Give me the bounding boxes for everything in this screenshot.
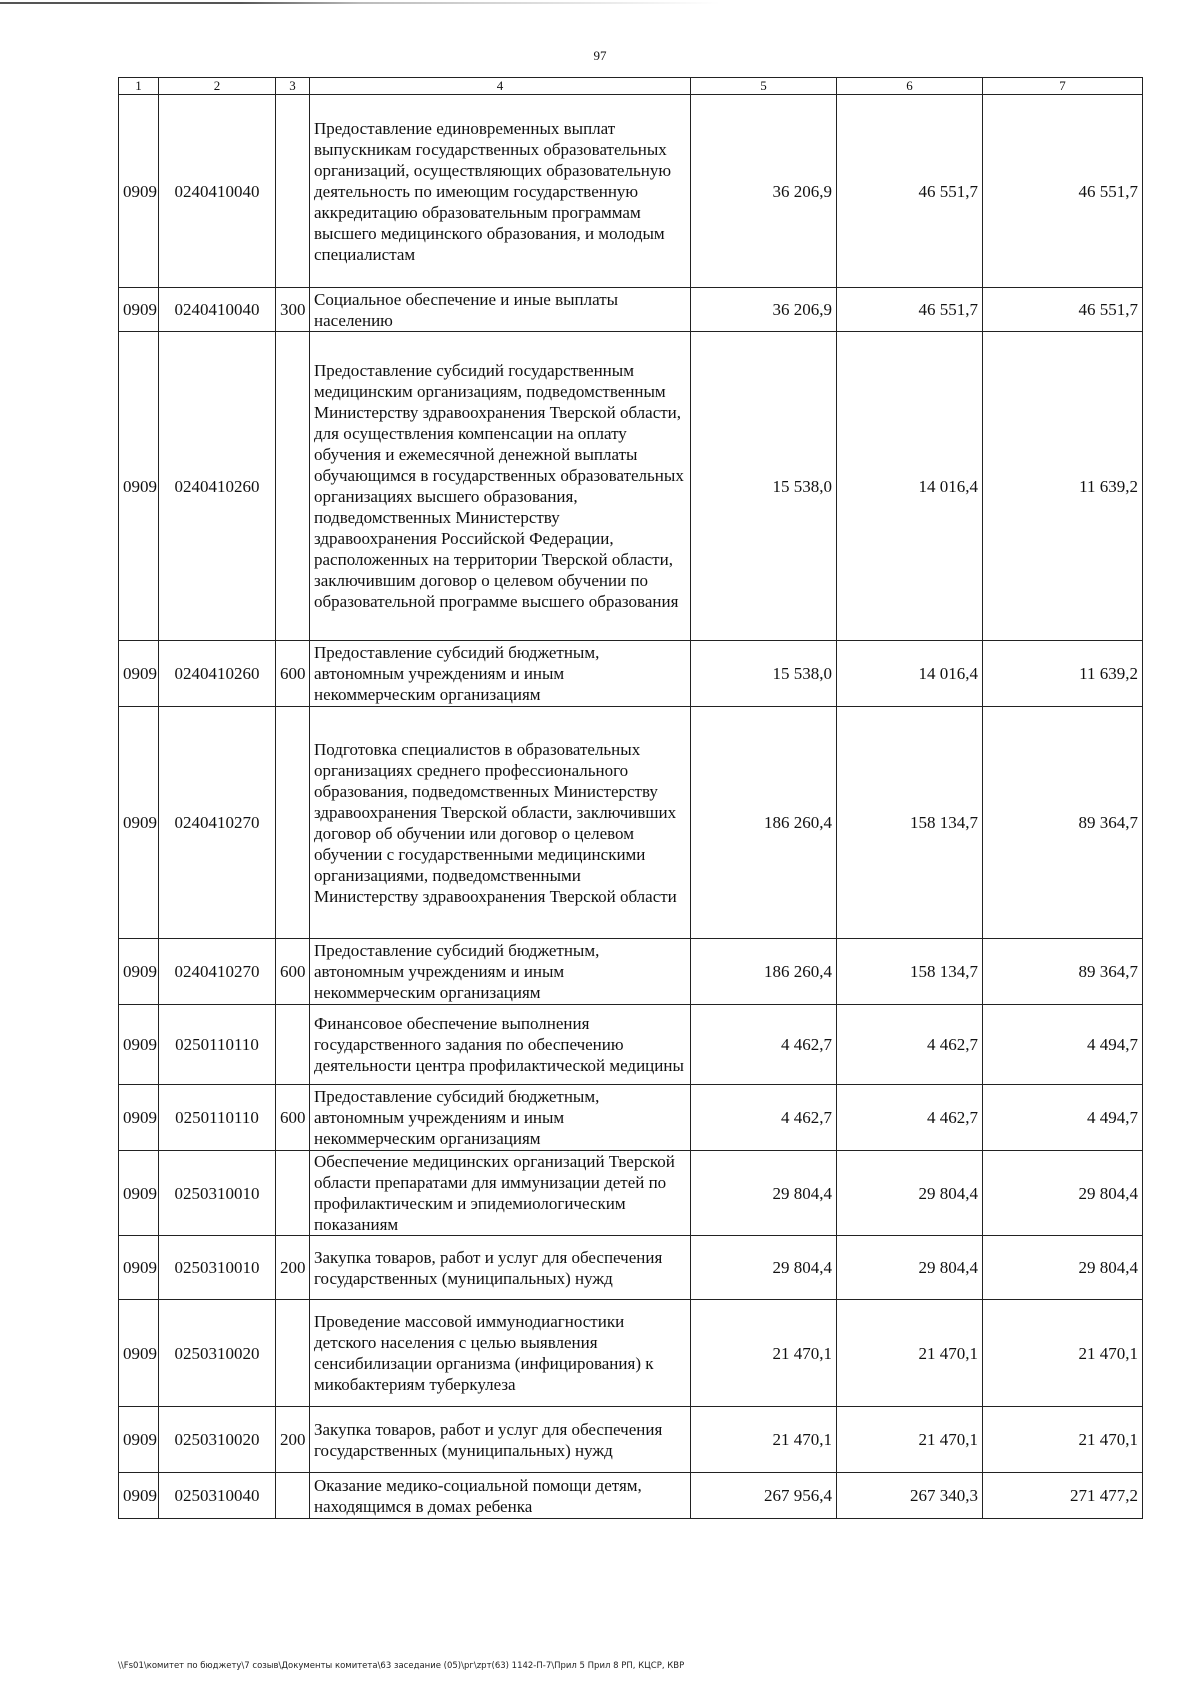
amount-col5-cell: 186 260,4 <box>691 707 837 939</box>
target-article-cell: 0240410270 <box>159 939 276 1005</box>
section-code-cell: 0909 <box>119 1236 159 1300</box>
item-name-cell: Оказание медико-социальной помощи детям, находящимся в домах ребенка <box>310 1473 691 1519</box>
column-header: 7 <box>983 78 1143 95</box>
amount-col5-cell: 21 470,1 <box>691 1300 837 1407</box>
target-article-cell: 0250310020 <box>159 1407 276 1473</box>
table-row <box>119 1473 1143 1519</box>
amount-col6-cell: 46 551,7 <box>837 95 983 288</box>
expense-type-cell <box>276 332 310 641</box>
section-code-cell: 0909 <box>119 1407 159 1473</box>
amount-col7-cell: 46 551,7 <box>983 95 1143 288</box>
section-code-cell: 0909 <box>119 707 159 939</box>
amount-col7-cell: 21 470,1 <box>983 1300 1143 1407</box>
target-article-cell: 0250110110 <box>159 1005 276 1085</box>
amount-col7-cell: 21 470,1 <box>983 1407 1143 1473</box>
target-article-cell: 0250310040 <box>159 1473 276 1519</box>
section-code-cell: 0909 <box>119 1005 159 1085</box>
section-code-cell: 0909 <box>119 1085 159 1151</box>
target-article-cell: 0240410260 <box>159 332 276 641</box>
table-row <box>119 1151 1143 1236</box>
amount-col6-cell: 14 016,4 <box>837 332 983 641</box>
column-header: 5 <box>691 78 837 95</box>
target-article-cell: 0250310010 <box>159 1236 276 1300</box>
table-row <box>119 1300 1143 1407</box>
amount-col7-cell: 11 639,2 <box>983 332 1143 641</box>
column-header: 1 <box>119 78 159 95</box>
amount-col6-cell: 4 462,7 <box>837 1085 983 1151</box>
amount-col5-cell: 29 804,4 <box>691 1236 837 1300</box>
amount-col5-cell: 15 538,0 <box>691 641 837 707</box>
amount-col5-cell: 36 206,9 <box>691 95 837 288</box>
expense-type-cell: 200 <box>276 1407 310 1473</box>
amount-col5-cell: 21 470,1 <box>691 1407 837 1473</box>
column-header: 4 <box>310 78 691 95</box>
page-number: 97 <box>593 48 607 63</box>
table-row <box>119 1407 1143 1473</box>
amount-col6-cell: 46 551,7 <box>837 288 983 332</box>
target-article-cell: 0250110110 <box>159 1085 276 1151</box>
amount-col5-cell: 29 804,4 <box>691 1151 837 1236</box>
amount-col7-cell: 89 364,7 <box>983 939 1143 1005</box>
budget-table <box>118 77 1143 1519</box>
amount-col7-cell: 271 477,2 <box>983 1473 1143 1519</box>
column-header: 6 <box>837 78 983 95</box>
amount-col7-cell: 89 364,7 <box>983 707 1143 939</box>
scan-top-edge <box>0 2 1200 4</box>
amount-col6-cell: 4 462,7 <box>837 1005 983 1085</box>
expense-type-cell <box>276 1151 310 1236</box>
table-row <box>119 288 1143 332</box>
section-code-cell: 0909 <box>119 95 159 288</box>
amount-col5-cell: 186 260,4 <box>691 939 837 1005</box>
expense-type-cell <box>276 95 310 288</box>
section-code-cell: 0909 <box>119 288 159 332</box>
item-name-cell: Социальное обеспечение и иные выплаты населению <box>310 288 691 332</box>
table-row <box>119 1005 1143 1085</box>
item-name-cell: Закупка товаров, работ и услуг для обеспечения государственных (муниципальных) нужд <box>310 1407 691 1473</box>
amount-col6-cell: 21 470,1 <box>837 1300 983 1407</box>
item-name-cell: Предоставление субсидий государственным медицинским организациям, подведомственным Министерству здравоохранения Тверской области, для осуществления компенсации на оплату обучения и ежемесячной денежной выплаты обучающимся в государственных образовательных организациях высшего образования, подведомственных Министерству здравоохранения Российской Федерации, расположенных на территории Тверской области, заключившим договор о целевом обучении по образовательной программе высшего образования <box>310 332 691 641</box>
file-path-footer: \\Fs01\комитет по бюджету\7 созыв\Документы комитета\63 заседание (05)\рг\zрт(63) 1142-П-7\Прил 5 Прил 8 РП, КЦСР, КВР <box>118 1661 685 1671</box>
expense-type-cell: 600 <box>276 1085 310 1151</box>
expense-type-cell <box>276 1473 310 1519</box>
table-row <box>119 641 1143 707</box>
amount-col5-cell: 15 538,0 <box>691 332 837 641</box>
item-name-cell: Закупка товаров, работ и услуг для обеспечения государственных (муниципальных) нужд <box>310 1236 691 1300</box>
amount-col5-cell: 4 462,7 <box>691 1085 837 1151</box>
target-article-cell: 0250310010 <box>159 1151 276 1236</box>
item-name-cell: Предоставление субсидий бюджетным, автономным учреждениям и иным некоммерческим организациям <box>310 1085 691 1151</box>
target-article-cell: 0240410040 <box>159 95 276 288</box>
amount-col7-cell: 4 494,7 <box>983 1005 1143 1085</box>
table-row <box>119 332 1143 641</box>
section-code-cell: 0909 <box>119 1473 159 1519</box>
amount-col7-cell: 11 639,2 <box>983 641 1143 707</box>
amount-col6-cell: 158 134,7 <box>837 939 983 1005</box>
item-name-cell: Финансовое обеспечение выполнения государственного задания по обеспечению деятельности центра профилактической медицины <box>310 1005 691 1085</box>
item-name-cell: Подготовка специалистов в образовательных организациях среднего профессионального образования, подведомственных Министерству здравоохранения Тверской области, заключивших договор об обучении или договор о целевом обучении с государственными медицинскими организациями, подведомственными Министерству здравоохранения Тверской области <box>310 707 691 939</box>
target-article-cell: 0250310020 <box>159 1300 276 1407</box>
target-article-cell: 0240410260 <box>159 641 276 707</box>
amount-col7-cell: 29 804,4 <box>983 1236 1143 1300</box>
table-row <box>119 939 1143 1005</box>
section-code-cell: 0909 <box>119 332 159 641</box>
expense-type-cell <box>276 1005 310 1085</box>
item-name-cell: Предоставление субсидий бюджетным, автономным учреждениям и иным некоммерческим организациям <box>310 641 691 707</box>
target-article-cell: 0240410040 <box>159 288 276 332</box>
expense-type-cell <box>276 1300 310 1407</box>
amount-col7-cell: 4 494,7 <box>983 1085 1143 1151</box>
expense-type-cell: 600 <box>276 641 310 707</box>
table-row <box>119 95 1143 288</box>
expense-type-cell: 200 <box>276 1236 310 1300</box>
amount-col6-cell: 158 134,7 <box>837 707 983 939</box>
column-number-row <box>119 78 1143 95</box>
amount-col5-cell: 36 206,9 <box>691 288 837 332</box>
item-name-cell: Проведение массовой иммунодиагностики детского населения с целью выявления сенсибилизации организма (инфицирования) к микобактериям туберкулеза <box>310 1300 691 1407</box>
amount-col7-cell: 29 804,4 <box>983 1151 1143 1236</box>
amount-col6-cell: 14 016,4 <box>837 641 983 707</box>
expense-type-cell: 600 <box>276 939 310 1005</box>
expense-type-cell: 300 <box>276 288 310 332</box>
amount-col5-cell: 4 462,7 <box>691 1005 837 1085</box>
table-row <box>119 707 1143 939</box>
target-article-cell: 0240410270 <box>159 707 276 939</box>
table-row <box>119 1085 1143 1151</box>
section-code-cell: 0909 <box>119 1151 159 1236</box>
section-code-cell: 0909 <box>119 1300 159 1407</box>
table-row <box>119 1236 1143 1300</box>
column-header: 2 <box>159 78 276 95</box>
item-name-cell: Предоставление единовременных выплат выпускникам государственных образовательных организаций, осуществляющих образовательную деятельность по имеющим государственную аккредитацию образовательным программам высшего медицинского образования, и молодым специалистам <box>310 95 691 288</box>
column-header: 3 <box>276 78 310 95</box>
item-name-cell: Предоставление субсидий бюджетным, автономным учреждениям и иным некоммерческим организациям <box>310 939 691 1005</box>
section-code-cell: 0909 <box>119 939 159 1005</box>
expense-type-cell <box>276 707 310 939</box>
item-name-cell: Обеспечение медицинских организаций Тверской области препаратами для иммунизации детей по профилактическим и эпидемиологическим показаниям <box>310 1151 691 1236</box>
amount-col6-cell: 29 804,4 <box>837 1151 983 1236</box>
amount-col6-cell: 267 340,3 <box>837 1473 983 1519</box>
section-code-cell: 0909 <box>119 641 159 707</box>
amount-col7-cell: 46 551,7 <box>983 288 1143 332</box>
amount-col6-cell: 21 470,1 <box>837 1407 983 1473</box>
amount-col6-cell: 29 804,4 <box>837 1236 983 1300</box>
amount-col5-cell: 267 956,4 <box>691 1473 837 1519</box>
